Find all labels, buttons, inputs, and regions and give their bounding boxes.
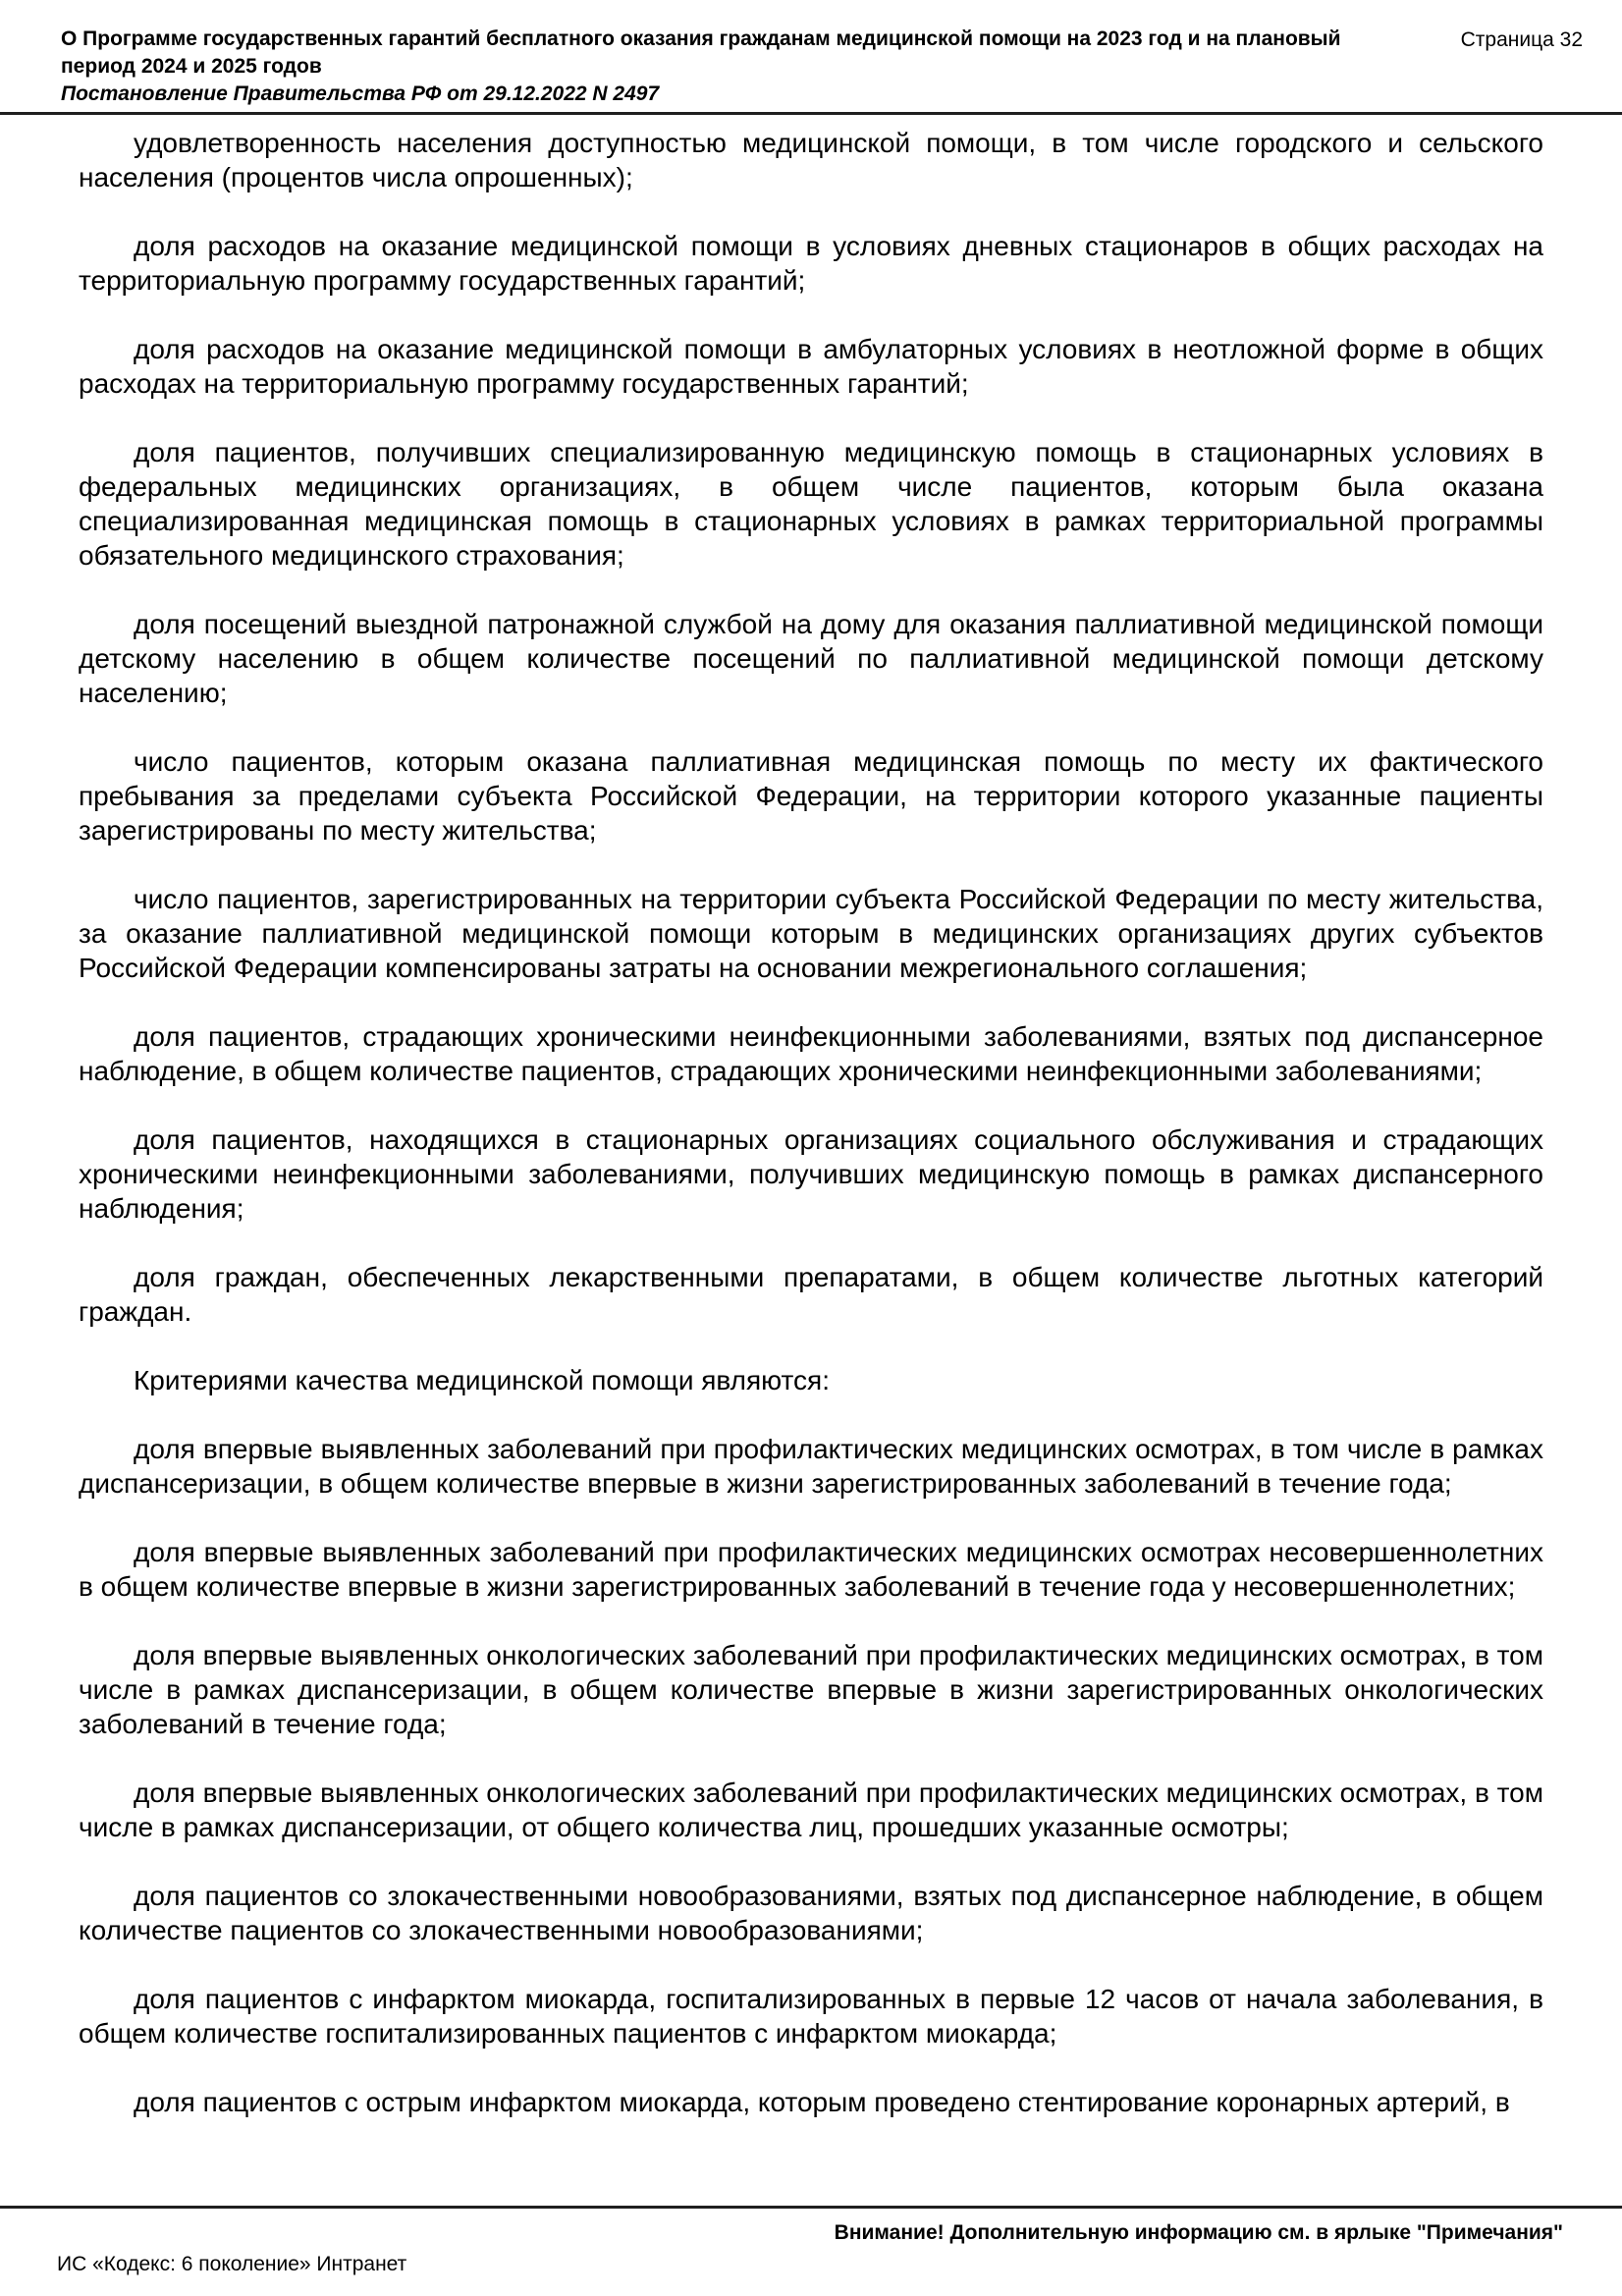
body-paragraph: число пациентов, зарегистрированных на территории субъекта Российской Федерации по месту жительства, за оказание паллиативной медицинской помощи которым в медицинских организациях других субъектов Российской Федерации компенсированы затраты на основании межрегионального соглашения;: [79, 884, 1543, 983]
header-divider: [0, 112, 1622, 115]
footer-system-label: ИС «Кодекс: 6 поколение» Интранет: [57, 2253, 407, 2275]
body-paragraph: доля пациентов, страдающих хроническими неинфекционными заболеваниями, взятых под диспансерное наблюдение, в общем количестве пациентов, страдающих хроническими неинфекционными заболеваниями;: [79, 1021, 1543, 1086]
body-paragraph: число пациентов, которым оказана паллиативная медицинская помощь по месту их фактического пребывания за пределами субъекта Российской Федерации, на территории которого указанные пациенты зарегистрированы по месту жительства;: [79, 746, 1543, 846]
body-paragraph: доля расходов на оказание медицинской помощи в условиях дневных стационаров в общих расходах на территориальную программу государственных гарантий;: [79, 231, 1543, 296]
body-paragraph: доля пациентов со злокачественными новообразованиями, взятых под диспансерное наблюдение, в общем количестве пациентов со злокачественными новообразованиями;: [79, 1881, 1543, 1945]
body-paragraph: удовлетворенность населения доступностью медицинской помощи, в том числе городского и сельского населения (процентов числа опрошенных);: [79, 128, 1543, 192]
header-top-row: [61, 26, 1583, 81]
document-body: [79, 126, 1543, 2154]
body-paragraph: доля граждан, обеспеченных лекарственными препаратами, в общем количестве льготных категорий граждан.: [79, 1262, 1543, 1327]
body-paragraph: доля впервые выявленных заболеваний при профилактических медицинских осмотрах несовершеннолетних в общем количестве впервые в жизни зарегистрированных заболеваний в течение года у несовершеннолетних;: [79, 1537, 1543, 1602]
page-number-label: Страница 32: [1460, 28, 1583, 51]
footer-notice: Внимание! Дополнительную информацию см. в ярлыке "Примечания": [834, 2221, 1563, 2244]
body-paragraph: доля пациентов с острым инфарктом миокарда, которым проведено стентирование коронарных артерий, в: [134, 2087, 1510, 2117]
body-paragraph: Критериями качества медицинской помощи являются:: [134, 1365, 830, 1395]
body-paragraph: доля впервые выявленных онкологических заболеваний при профилактических медицинских осмотрах, в том числе в рамках диспансеризации, от общего количества лиц, прошедших указанные осмотры;: [79, 1777, 1543, 1842]
document-subtitle: Постановление Правительства РФ от 29.12.2022 N 2497: [61, 82, 660, 105]
body-paragraph: доля пациентов с инфарктом миокарда, госпитализированных в первые 12 часов от начала заболевания, в общем количестве госпитализированных пациентов с инфарктом миокарда;: [79, 1984, 1543, 2049]
body-paragraph: доля впервые выявленных онкологических заболеваний при профилактических медицинских осмотрах, в том числе в рамках диспансеризации, в общем количестве впервые в жизни зарегистрированных онкологических заболеваний в течение года;: [79, 1640, 1543, 1739]
footer-divider: [0, 2206, 1622, 2209]
body-paragraph: доля расходов на оказание медицинской помощи в амбулаторных условиях в неотложной форме в общих расходах на территориальную программу государственных гарантий;: [79, 334, 1543, 399]
document-header: [61, 26, 1583, 108]
body-paragraph: доля посещений выездной патронажной службой на дому для оказания паллиативной медицинской помощи детскому населению в общем количестве посещений по паллиативной медицинской помощи детскому населению;: [79, 609, 1543, 708]
body-paragraph: доля пациентов, получивших специализированную медицинскую помощь в стационарных условиях в федеральных медицинских организациях, в общем числе пациентов, которым была оказана специализированная медицинская помощь в стационарных условиях в рамках территориальной программы обязательного медицинского страхования;: [79, 437, 1543, 571]
body-paragraph: доля пациентов, находящихся в стационарных организациях социального обслуживания и страдающих хроническими неинфекционными заболеваниями, получивших медицинскую помощь в рамках диспансерного наблюдения;: [79, 1124, 1543, 1224]
document-title: О Программе государственных гарантий бесплатного оказания гражданам медицинской помощи на 2023 год и на плановый период 2024 и 2025 годов: [61, 27, 1341, 78]
body-paragraph: доля впервые выявленных заболеваний при профилактических медицинских осмотрах, в том числе в рамках диспансеризации, в общем количестве впервые в жизни зарегистрированных заболеваний в течение года;: [79, 1434, 1543, 1499]
